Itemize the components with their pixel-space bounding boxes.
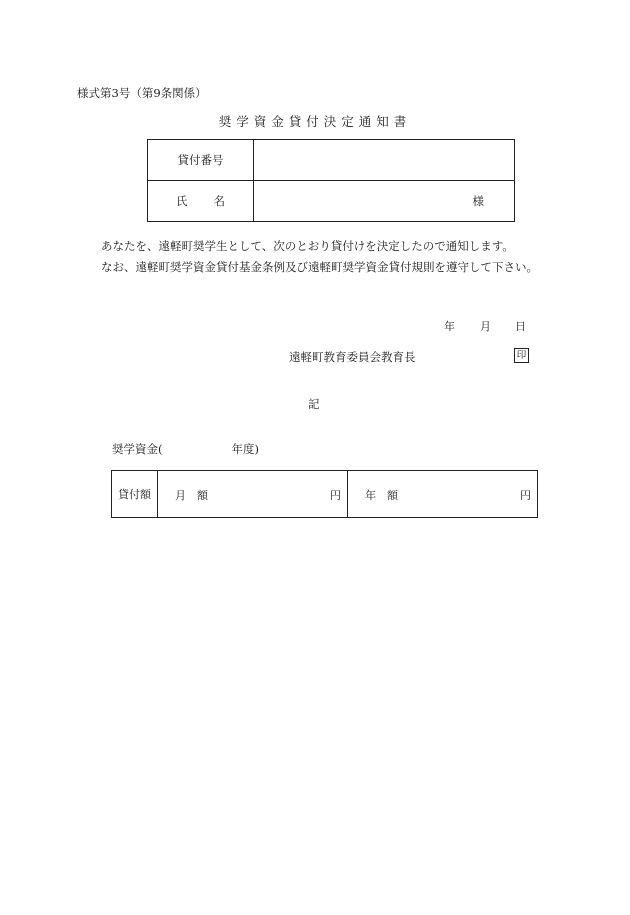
- scholarship-fiscal-year-line: 奨学資金( 年度): [112, 442, 259, 456]
- table-row: [112, 471, 538, 518]
- name-value-cell: [254, 181, 515, 222]
- body-text-line-2: なお、遠軽町奨学資金貸付基金条例及び遠軽町奨学資金貸付規則を遵守して下さい。: [101, 260, 538, 274]
- date-year: 年: [444, 320, 455, 333]
- loan-number-value: [254, 140, 515, 181]
- yearly-amount-cell: [348, 471, 538, 518]
- date-month: 月: [480, 320, 491, 333]
- seal-mark: 印: [514, 348, 529, 363]
- yearly-amount-unit: 円: [520, 489, 531, 502]
- yearly-amount-label: 年 額: [365, 489, 398, 502]
- document-title: 奨学資金貸付決定通知書: [218, 114, 412, 129]
- date-day: 日: [515, 320, 526, 333]
- honorific: 様: [472, 194, 484, 208]
- body-text-line-1: あなたを、遠軽町奨学生として、次のとおり貸付けを決定したので通知します。: [101, 239, 514, 253]
- monthly-amount-label: 月 額: [175, 489, 208, 502]
- loan-amount-header: 貸付額: [112, 471, 158, 518]
- loan-number-label: 貸付番号: [148, 140, 254, 181]
- table-row: [148, 140, 515, 181]
- monthly-amount-cell: [158, 471, 348, 518]
- ki-heading: 記: [308, 397, 320, 411]
- issuer-name: 遠軽町教育委員会教育長: [289, 350, 416, 364]
- name-label: 氏名: [148, 181, 254, 222]
- monthly-amount-unit: 円: [330, 489, 341, 502]
- recipient-table: [147, 139, 515, 222]
- form-number: 様式第3号（第9条関係）: [77, 86, 207, 100]
- loan-amount-table: [111, 470, 538, 518]
- table-row: [148, 181, 515, 222]
